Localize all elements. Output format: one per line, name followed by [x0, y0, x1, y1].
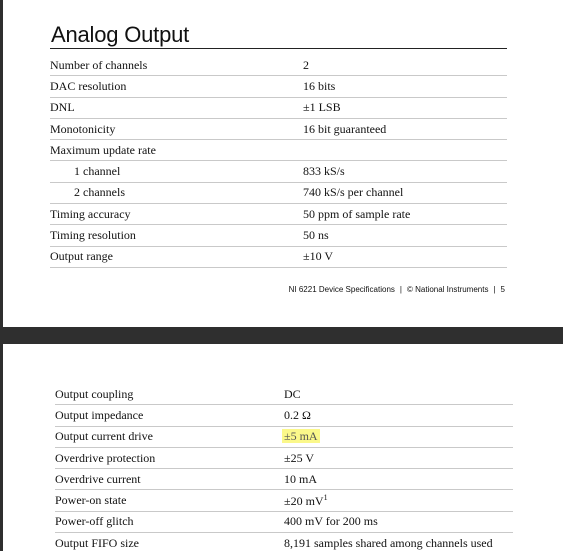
spec-label: Number of channels: [50, 55, 303, 76]
table-row: [50, 225, 507, 246]
section-heading: Analog Output: [51, 22, 190, 47]
spec-value: 8,191 samples shared among channels used: [284, 533, 513, 551]
spec-value: DC: [284, 384, 513, 405]
spec-label: Monotonicity: [50, 118, 303, 139]
spec-value: [303, 140, 507, 161]
spec-label: Output coupling: [55, 384, 284, 405]
spec-value: 833 kS/s: [303, 161, 507, 182]
document-page-6: [3, 344, 563, 551]
table-row: [50, 182, 507, 203]
page-footer: [289, 285, 505, 294]
spec-sublabel: 2 channels: [50, 182, 303, 203]
table-row: [50, 140, 507, 161]
spec-label: DNL: [50, 97, 303, 118]
spec-value: 10 mA: [284, 469, 513, 490]
spec-value: [284, 426, 513, 447]
footer-doc-title: NI 6221 Device Specifications: [288, 285, 395, 294]
table-row: [50, 97, 507, 118]
table-row: [50, 246, 507, 267]
spec-value: [284, 490, 513, 511]
analog-output-spec-table-continued: [55, 384, 513, 551]
table-row: [55, 511, 513, 532]
table-row: [55, 426, 513, 447]
spec-label: Maximum update rate: [50, 140, 303, 161]
spec-sublabel: 1 channel: [50, 161, 303, 182]
spec-value: ±10 V: [303, 246, 507, 267]
spec-label: Power-off glitch: [55, 511, 284, 532]
footer-copyright: © National Instruments: [406, 285, 489, 294]
table-row: [55, 405, 513, 426]
spec-label: Overdrive current: [55, 469, 284, 490]
footer-separator: |: [399, 285, 402, 294]
table-row: [55, 490, 513, 511]
footer-page-number: 5: [500, 285, 505, 294]
spec-label: Output impedance: [55, 405, 284, 426]
spec-label: Overdrive protection: [55, 447, 284, 468]
spec-label: DAC resolution: [50, 76, 303, 97]
highlighted-value: ±5 mA: [284, 429, 318, 444]
spec-label: Output range: [50, 246, 303, 267]
table-row: [55, 469, 513, 490]
spec-value: 740 kS/s per channel: [303, 182, 507, 203]
spec-value: 16 bit guaranteed: [303, 118, 507, 139]
table-row: [50, 118, 507, 139]
table-row: [50, 204, 507, 225]
spec-label: Output FIFO size: [55, 533, 284, 551]
spec-value: ±25 V: [284, 447, 513, 468]
spec-value: 50 ppm of sample rate: [303, 204, 507, 225]
spec-value-text: ±20 mV: [284, 493, 324, 508]
table-row: [55, 447, 513, 468]
spec-label: Timing resolution: [50, 225, 303, 246]
table-row: [50, 76, 507, 97]
table-row: [55, 533, 513, 551]
spec-label: Output current drive: [55, 426, 284, 447]
spec-value: 16 bits: [303, 76, 507, 97]
heading-rule: [50, 48, 507, 49]
spec-value: 0.2 Ω: [284, 405, 513, 426]
footnote-marker: 1: [323, 492, 328, 502]
document-page-5: [3, 0, 563, 327]
table-row: [50, 161, 507, 182]
table-row: [55, 384, 513, 405]
spec-value: 400 mV for 200 ms: [284, 511, 513, 532]
spec-label: Timing accuracy: [50, 204, 303, 225]
table-row: [50, 55, 507, 76]
spec-label: Power-on state: [55, 490, 284, 511]
footer-separator: |: [493, 285, 496, 294]
spec-value: 2: [303, 55, 507, 76]
spec-value: ±1 LSB: [303, 97, 507, 118]
spec-value: 50 ns: [303, 225, 507, 246]
analog-output-spec-table: [50, 55, 507, 268]
